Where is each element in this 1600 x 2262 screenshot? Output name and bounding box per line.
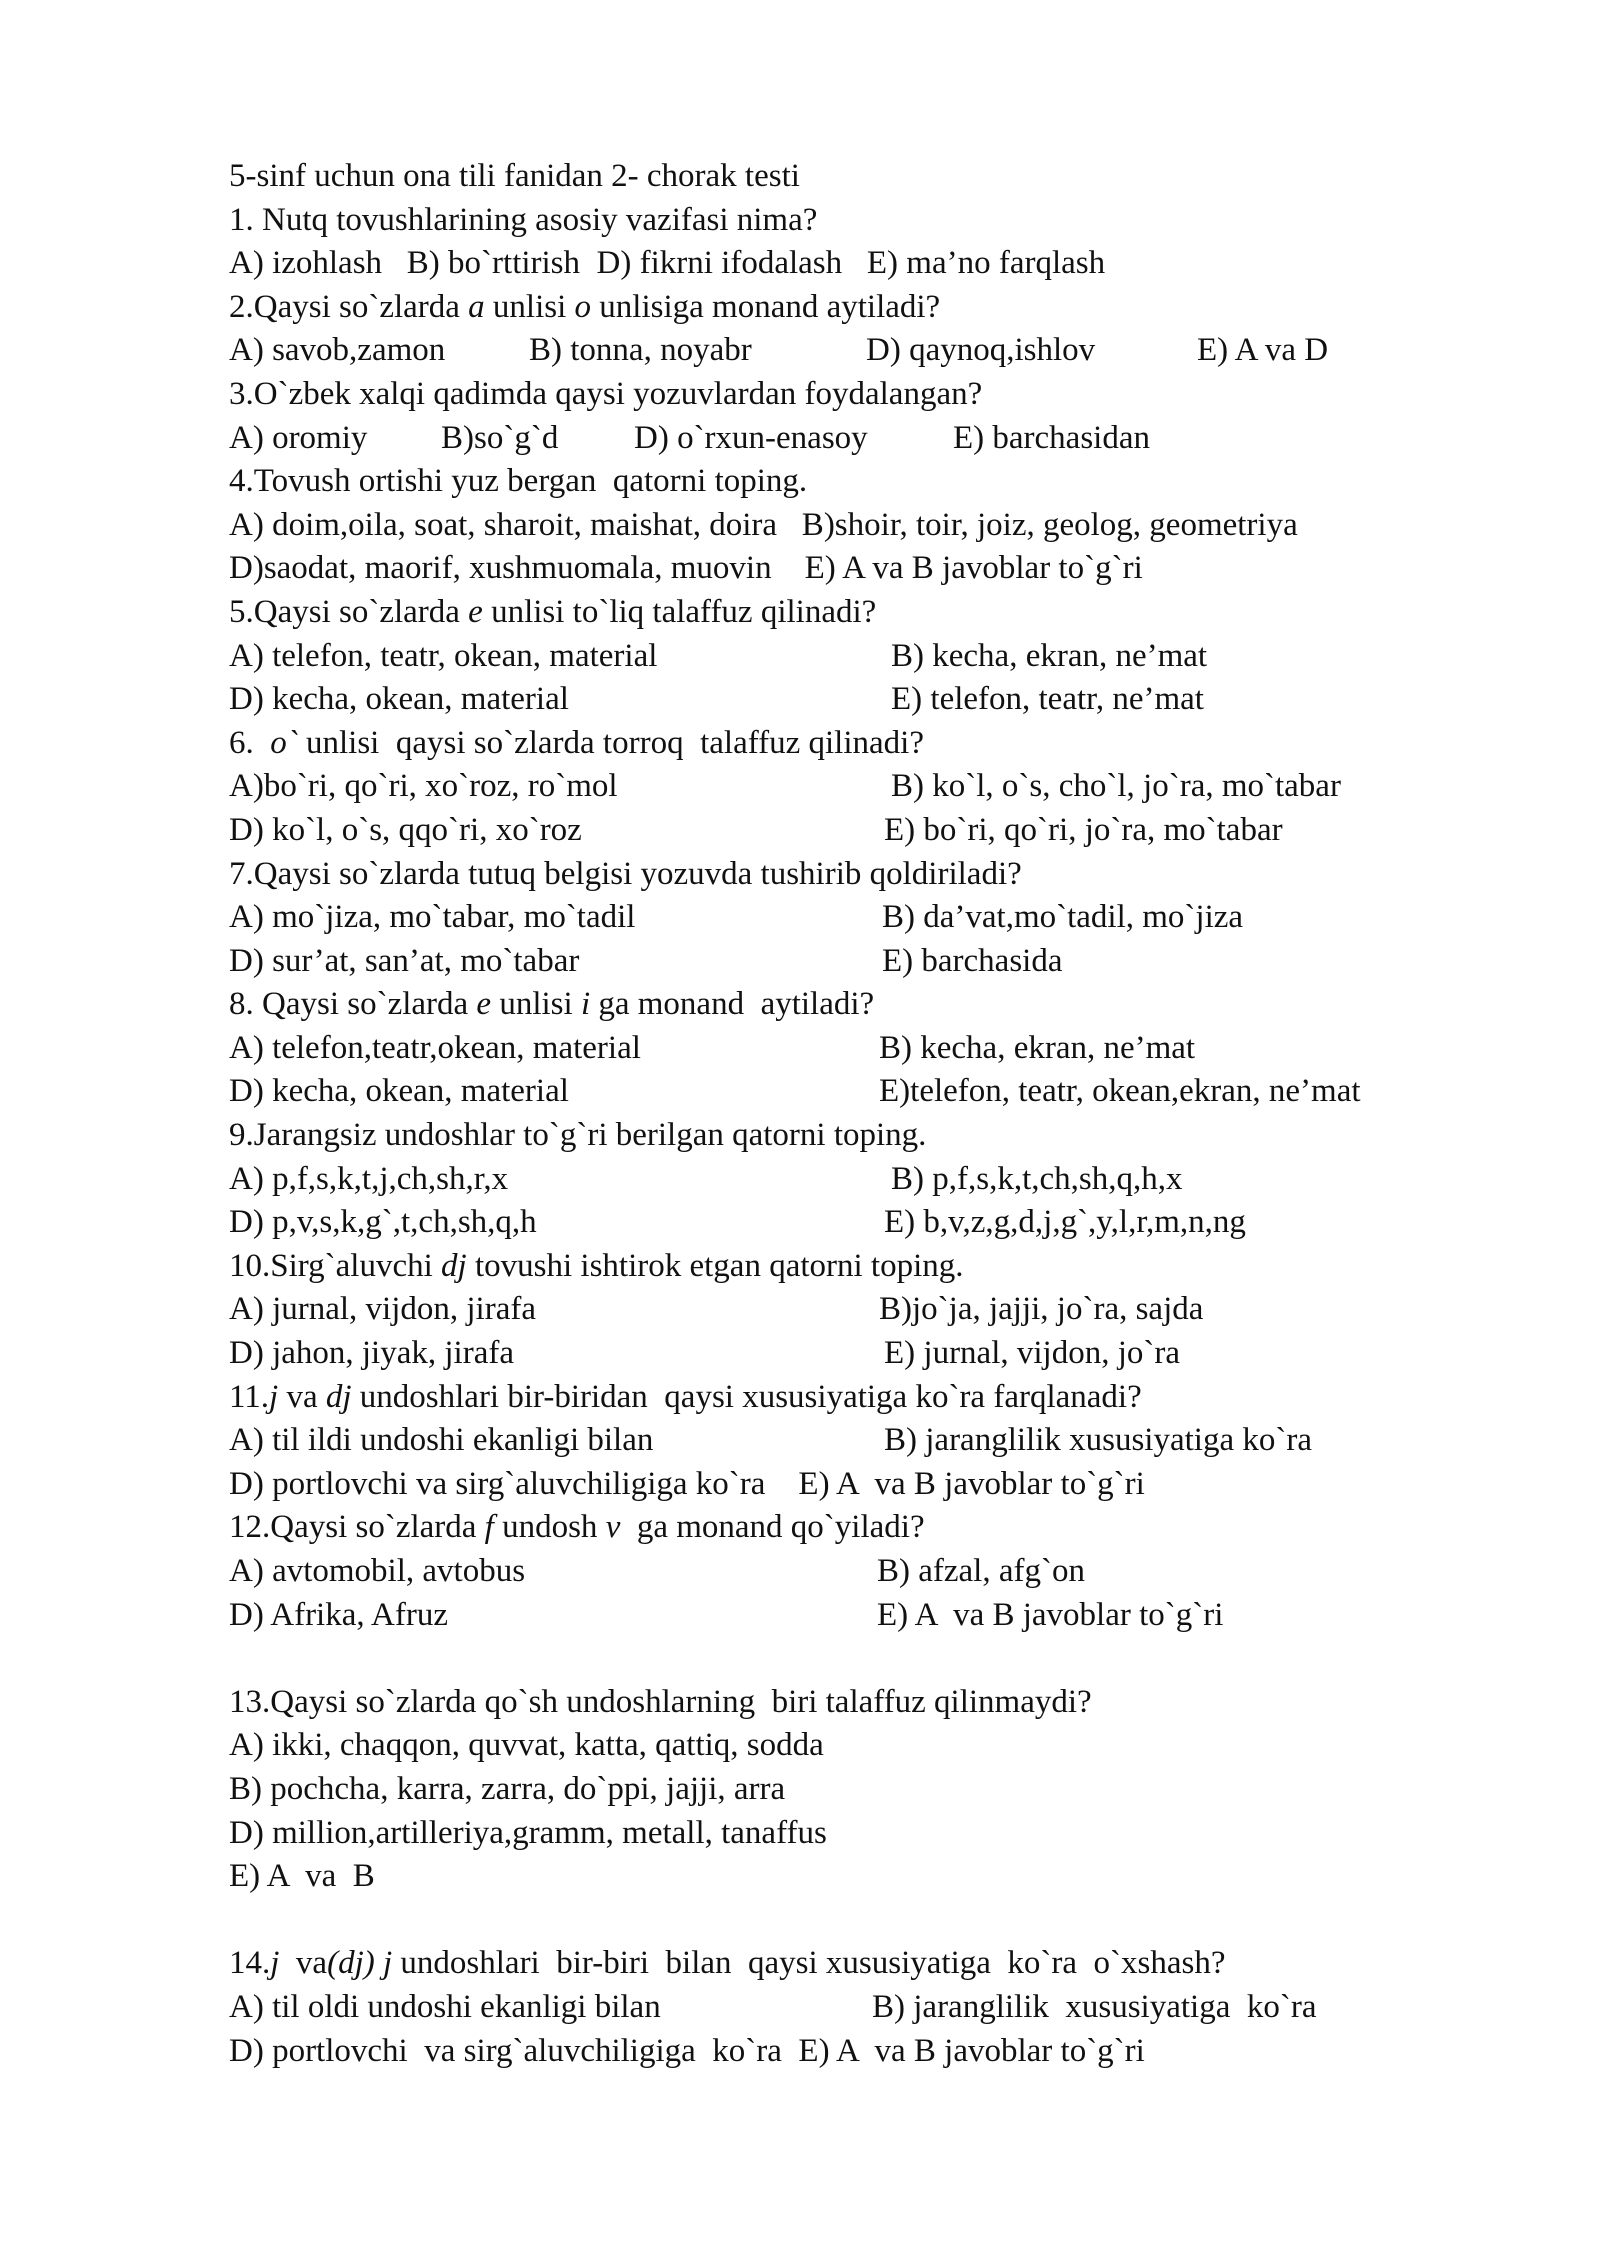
page-title: 5-sinf uchun ona tili fanidan 2- chorak testi <box>229 158 800 194</box>
question-4: 4.Tovush ortishi yuz bergan qatorni toping. <box>229 463 808 500</box>
question-1-options: A) izohlash B) bo`rttirish D) fikrni ifodalash E) ma’no farqlash <box>229 245 1106 282</box>
option-a: A) telefon, teatr, okean, material <box>229 637 658 674</box>
question-10-options-row-2 <box>229 1332 1569 1376</box>
option-d: D) kecha, okean, material <box>229 681 569 718</box>
question-7-options-row-1 <box>229 896 1569 940</box>
question-text: 2.Qaysi so`zlarda <box>229 288 469 325</box>
option-a: A) jurnal, vijdon, jirafa <box>229 1291 536 1328</box>
option-a: A) p,f,s,k,t,j,ch,sh,r,x <box>229 1160 509 1197</box>
question-6-options-row-2 <box>229 809 1569 853</box>
option-d: D) jahon, jiyak, jirafa <box>229 1335 514 1372</box>
question-text: unlisiga monand aytiladi? <box>591 288 941 325</box>
question-13-option-a: A) ikki, chaqqon, quvvat, katta, qattiq, sodda <box>229 1727 824 1764</box>
question-14-options-row-2: D) portlovchi va sirg`aluvchiligiga ko`ra E) A va B javoblar to`g`ri <box>229 2032 1145 2069</box>
question-text: 8. Qaysi so`zlarda <box>229 986 477 1023</box>
option-a: A) til oldi undoshi ekanligi bilan <box>229 1988 661 2025</box>
option-a: A)bo`ri, qo`ri, xo`roz, ro`mol <box>229 768 618 805</box>
italic-letter: dj <box>325 1378 352 1415</box>
question-text: undoshlari bir-biridan qaysi xususiyatiga ko`ra farqlanadi? <box>351 1378 1142 1415</box>
option-e: E) A va B javoblar to`g`ri <box>877 1596 1224 1633</box>
option-d: D) qaynoq,ishlov <box>866 332 1096 369</box>
option-d: D) ko`l, o`s, qqo`ri, xo`roz <box>229 811 582 848</box>
italic-letter: j <box>269 1378 279 1415</box>
question-text: 14. <box>229 1945 271 1982</box>
question-1: 1. Nutq tovushlarining asosiy vazifasi nima? <box>229 201 818 238</box>
question-text: unlisi to`liq talaffuz qilinadi? <box>482 593 877 630</box>
option-a: A) avtomobil, avtobus <box>229 1553 526 1589</box>
option-b: B) ko`l, o`s, cho`l, jo`ra, mo`tabar <box>891 768 1341 805</box>
question-9-options-row-1 <box>229 1158 1569 1202</box>
question-11-options-row-2: D) portlovchi va sirg`aluvchiligiga ko`ra E) A va B javoblar to`g`ri <box>229 1465 1145 1502</box>
question-7-options-row-2 <box>229 940 1569 984</box>
option-a: A) mo`jiza, mo`tabar, mo`tadil <box>229 899 636 936</box>
question-text: 10.Sirg`aluvchi <box>229 1247 442 1284</box>
question-text: undosh <box>493 1509 606 1546</box>
question-text: va <box>279 1945 328 1982</box>
option-d: D) kecha, okean, material <box>229 1073 569 1110</box>
option-e: E) jurnal, vijdon, jo`ra <box>884 1335 1181 1372</box>
option-b: B) da’vat,mo`tadil, mo`jiza <box>882 899 1244 936</box>
question-2-options <box>229 329 1569 373</box>
option-b: B) jaranglilik xususiyatiga ko`ra <box>884 1422 1312 1459</box>
italic-letter: o` <box>270 724 298 761</box>
option-b: B) tonna, noyabr <box>529 332 752 369</box>
option-b: B) kecha, ekran, ne’mat <box>879 1029 1196 1066</box>
option-d: D) o`rxun-enasoy <box>634 419 868 456</box>
option-e: E) barchasidan <box>953 419 1150 456</box>
question-2 <box>229 286 1569 330</box>
option-b: B) kecha, ekran, ne’mat <box>891 637 1208 674</box>
option-b: B)jo`ja, jajji, jo`ra, sajda <box>879 1291 1204 1328</box>
question-text: va <box>278 1378 326 1415</box>
italic-letter: f <box>484 1509 494 1546</box>
question-14-options-row-1 <box>229 1986 1569 2030</box>
question-4-options-line-1: A) doim,oila, soat, sharoit, maishat, doira B)shoir, toir, joiz, geolog, geometriya <box>229 506 1298 543</box>
italic-letter: e <box>476 986 492 1023</box>
question-8-options-row-1 <box>229 1027 1569 1071</box>
option-b: B) afzal, afg`on <box>877 1553 1085 1589</box>
question-11-options-row-1 <box>229 1419 1569 1463</box>
question-3-options <box>229 417 1569 461</box>
question-text: unlisi <box>484 288 575 325</box>
question-6 <box>229 722 1569 766</box>
question-text: 6. <box>229 724 271 761</box>
spacer <box>229 1637 1569 1681</box>
question-12 <box>229 1506 1569 1550</box>
italic-letter: dj <box>441 1247 467 1284</box>
question-text: tovushi ishtirok etgan qatorni toping. <box>466 1247 964 1284</box>
option-b: B) jaranglilik xususiyatiga ko`ra <box>872 1988 1317 2025</box>
question-text: undoshlari bir-biri bilan qaysi xususiyatiga ko`ra o`xshash? <box>392 1945 1226 1982</box>
question-4-options-line-2: D)saodat, maorif, xushmuomala, muovin E) A va B javoblar to`g`ri <box>229 550 1143 587</box>
question-10-options-row-1 <box>229 1288 1569 1332</box>
italic-letter: (dj) j <box>327 1945 393 1982</box>
question-8 <box>229 983 1569 1027</box>
option-e: E) barchasida <box>882 942 1063 979</box>
question-text: 12.Qaysi so`zlarda <box>229 1509 485 1546</box>
question-14 <box>229 1942 1569 1986</box>
question-text: 5.Qaysi so`zlarda <box>229 593 469 630</box>
option-e: E)telefon, teatr, okean,ekran, ne’mat <box>879 1073 1361 1110</box>
italic-letter: e <box>468 593 483 630</box>
question-13: 13.Qaysi so`zlarda qo`sh undoshlarning biri talaffuz qilinmaydi? <box>229 1683 1092 1720</box>
question-10 <box>229 1245 1569 1289</box>
question-13-option-e: E) A va B <box>229 1858 375 1895</box>
question-6-options-row-1 <box>229 765 1569 809</box>
question-text: ga monand aytiladi? <box>590 986 875 1023</box>
option-a: A) telefon,teatr,okean, material <box>229 1029 641 1066</box>
question-11 <box>229 1376 1569 1420</box>
option-b: B) p,f,s,k,t,ch,sh,q,h,x <box>891 1160 1183 1197</box>
question-9: 9.Jarangsiz undoshlar to`g`ri berilgan qatorni toping. <box>229 1117 927 1154</box>
option-a: A) oromiy <box>229 419 368 456</box>
question-5-options-row-2 <box>229 678 1569 722</box>
question-text: 11. <box>229 1378 270 1415</box>
option-a: A) til ildi undoshi ekanligi bilan <box>229 1422 654 1459</box>
italic-letter: i <box>580 986 591 1023</box>
italic-letter: o <box>574 288 592 325</box>
question-text: unlisi qaysi so`zlarda torroq talaffuz qilinadi? <box>297 724 924 761</box>
option-e: E) b,v,z,g,d,j,g`,y,l,r,m,n,ng <box>884 1204 1246 1241</box>
question-3: 3.O`zbek xalqi qadimda qaysi yozuvlardan foydalangan? <box>229 375 983 412</box>
question-5-options-row-1 <box>229 635 1569 679</box>
question-13-option-d: D) million,artilleriya,gramm, metall, tanaffus <box>229 1814 827 1851</box>
question-12-options-row-2 <box>229 1594 1569 1638</box>
question-13-option-b: B) pochcha, karra, zarra, do`ppi, jajji, arra <box>229 1770 786 1807</box>
question-9-options-row-2 <box>229 1201 1569 1245</box>
question-5 <box>229 591 1569 635</box>
question-8-options-row-2 <box>229 1070 1569 1114</box>
spacer <box>229 1899 1569 1943</box>
question-text: ga monand qo`yiladi? <box>620 1509 925 1546</box>
italic-letter: v <box>605 1509 621 1546</box>
option-d: D) sur’at, san’at, mo`tabar <box>229 942 580 979</box>
option-a: A) savob,zamon <box>229 332 446 369</box>
option-d: D) p,v,s,k,g`,t,ch,sh,q,h <box>229 1204 537 1241</box>
option-d: D) Afrika, Afruz <box>229 1596 449 1633</box>
question-7: 7.Qaysi so`zlarda tutuq belgisi yozuvda tushirib qoldiriladi? <box>229 855 1022 892</box>
italic-letter: a <box>468 288 485 325</box>
question-text: unlisi <box>491 986 581 1023</box>
option-e: E) A va D <box>1197 332 1329 369</box>
option-b: B)so`g`d <box>441 419 559 456</box>
question-12-options-row-1 <box>229 1550 1569 1594</box>
italic-letter: j <box>270 1945 280 1982</box>
option-e: E) telefon, teatr, ne’mat <box>891 681 1204 718</box>
option-e: E) bo`ri, qo`ri, jo`ra, mo`tabar <box>884 811 1283 848</box>
test-content <box>229 155 1569 2073</box>
